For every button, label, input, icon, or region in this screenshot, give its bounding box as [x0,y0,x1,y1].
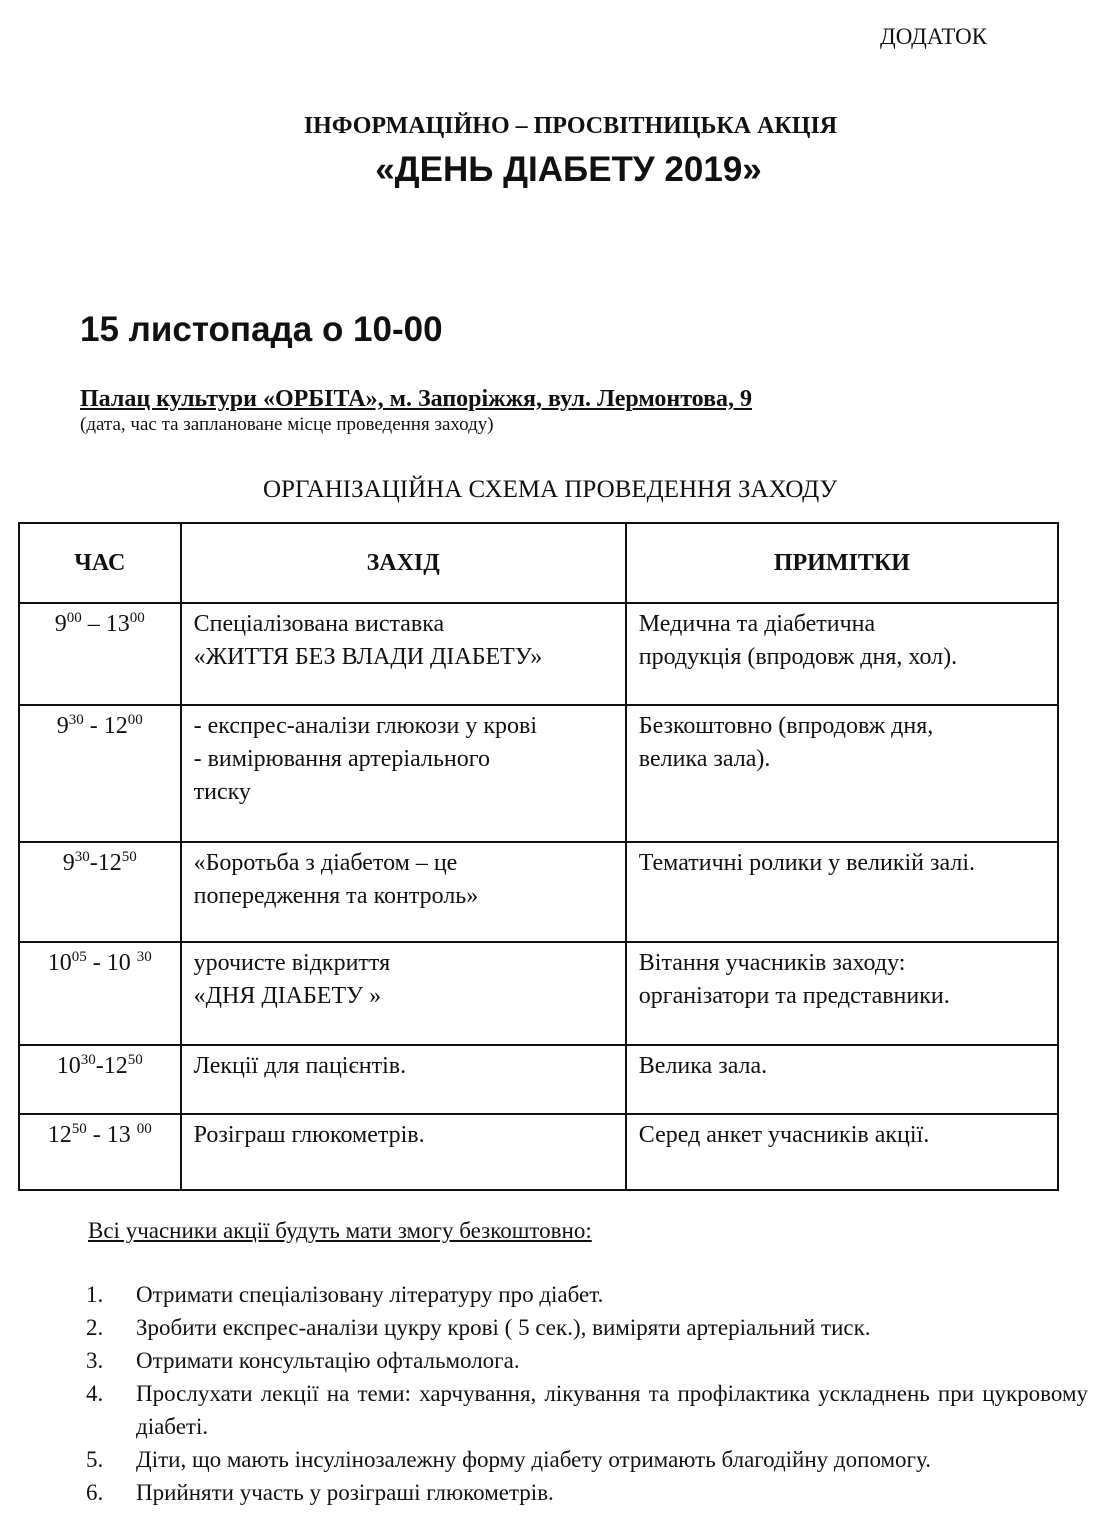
list-item-number: 3. [86,1348,104,1373]
note-cell [626,1114,1058,1190]
table-row [19,1045,1058,1114]
event-cell-line: «Боротьба з діабетом – це [193,850,458,876]
event-cell-line: «ЖИТТЯ БЕЗ ВЛАДИ ДІАБЕТУ» [193,644,543,670]
note-cell-line: організатори та представники. [638,983,950,1009]
time-sep: - [89,850,98,876]
list-item-text: Зробити експрес-аналізи цукру крові ( 5 сек.), виміряти артеріальний тиск. [136,1315,871,1340]
note-cell-line: Медична та діабетична [638,611,876,637]
time-end: 12 [103,1053,128,1079]
time-end-sup: 50 [127,1052,143,1068]
list-item-number: 6. [86,1480,104,1505]
time-end-sup: 50 [121,849,137,865]
note-cell-line: Серед анкет учасників акції. [638,1122,930,1148]
table-row [19,705,1058,842]
list-item [86,1377,1088,1443]
event-cell [181,842,626,942]
time-sep: - [86,1122,107,1148]
column-header-event: ЗАХІД [181,523,626,603]
list-item [86,1278,1088,1311]
time-end: 12 [97,850,122,876]
event-cell [181,1114,626,1190]
time-start-sup: 30 [74,849,90,865]
note-cell [626,603,1058,705]
time-cell [19,603,181,705]
event-cell [181,603,626,705]
event-cell-line: Лекції для пацієнтів. [193,1053,407,1079]
time-sep: - [83,713,104,739]
note-cell-line: Тематичні ролики у великій залі. [638,850,975,876]
list-item-text: Прослухати лекції на теми: харчування, лікування та профілактика ускладнень при цукровому діабеті. [136,1381,1088,1439]
event-cell-line: Спеціалізована виставка [193,611,445,637]
event-cell [181,705,626,842]
time-end-sup: 00 [129,610,145,626]
time-start-sup: 50 [71,1121,87,1137]
schedule-header-row [19,523,1058,603]
time-start: 10 [56,1053,81,1079]
time-sep: - [95,1053,104,1079]
time-start-sup: 30 [68,712,84,728]
list-item-text: Діти, що мають інсулінозалежну форму діабету отримають благодійну допомогу. [136,1447,931,1472]
list-item [86,1344,1088,1377]
event-cell-line: «ДНЯ ДІАБЕТУ » [193,983,382,1009]
time-cell [19,1045,181,1114]
note-cell [626,705,1058,842]
benefits-list [86,1278,1088,1509]
event-cell-line: Розіграш глюкометрів. [193,1122,425,1148]
note-cell-line: продукція (впродовж дня, хол). [638,644,958,670]
list-item-text: Прийняти участь у розіграші глюкометрів. [136,1480,554,1505]
time-end: 13 [105,611,130,637]
event-date-time: 15 листопада о 10-00 [80,310,443,349]
time-start-sup: 00 [66,610,82,626]
table-row [19,942,1058,1045]
time-end-sup: 30 [136,949,152,965]
time-end: 13 [106,1122,137,1148]
list-item [86,1476,1088,1509]
note-cell [626,942,1058,1045]
list-item-number: 2. [86,1315,104,1340]
list-item-text: Отримати консультацію офтальмолога. [136,1348,520,1373]
schedule-body [19,603,1058,1190]
event-name: «ДЕНЬ ДІАБЕТУ 2019» [375,150,762,189]
note-cell [626,1045,1058,1114]
table-row [19,842,1058,942]
note-cell-line: Безкоштовно (впродовж дня, [638,713,934,739]
time-start: 9 [54,611,67,637]
time-cell [19,1114,181,1190]
schedule-table [18,522,1059,1191]
time-start: 12 [47,1122,72,1148]
note-cell-line: Велика зала. [638,1053,768,1079]
time-start-sup: 30 [80,1052,96,1068]
event-cell-line: урочисте відкриття [193,950,391,976]
column-header-time: ЧАС [19,523,181,603]
time-sep: – [81,611,106,637]
list-item-number: 4. [86,1381,104,1406]
time-start: 10 [47,950,72,976]
schedule-title: ОРГАНІЗАЦІЙНА СХЕМА ПРОВЕДЕННЯ ЗАХОДУ [263,476,838,503]
event-cell-line: - вимірювання артеріального [193,746,490,772]
venue-note: (дата, час та заплановане місце проведення заходу) [80,414,494,435]
time-sep: - [86,950,107,976]
note-cell-line: Вітання учасників заходу: [638,950,906,976]
list-item-number: 1. [86,1282,104,1307]
time-start-sup: 05 [71,949,87,965]
time-cell [19,842,181,942]
time-start: 9 [62,850,75,876]
list-item [86,1311,1088,1344]
event-cell [181,942,626,1045]
event-cell-line: попередження та контроль» [193,883,479,909]
time-cell [19,705,181,842]
time-end-sup: 00 [127,712,143,728]
time-start: 9 [56,713,69,739]
document-title: ІНФОРМАЦІЙНО – ПРОСВІТНИЦЬКА АКЦІЯ [303,113,838,139]
benefits-title: Всі учасники акції будуть мати змогу безкоштовно: [88,1218,592,1243]
event-cell-line: - експрес-аналізи глюкози у крові [193,713,537,739]
note-cell-line: велика зала). [638,746,771,772]
event-cell [181,1045,626,1114]
event-venue: Палац культури «ОРБІТА», м. Запоріжжя, вул. Лермонтова, 9 [80,386,753,412]
time-cell [19,942,181,1045]
time-end: 10 [106,950,137,976]
note-cell [626,842,1058,942]
table-row [19,603,1058,705]
event-cell-line: тиску [193,779,251,805]
table-row [19,1114,1058,1190]
list-item-text: Отримати спеціалізовану літературу про діабет. [136,1282,604,1307]
list-item-number: 5. [86,1447,104,1472]
appendix-label: ДОДАТОК [880,24,988,49]
time-end: 12 [103,713,128,739]
list-item [86,1443,1088,1476]
time-end-sup: 00 [136,1121,152,1137]
column-header-notes: ПРИМІТКИ [626,523,1058,603]
